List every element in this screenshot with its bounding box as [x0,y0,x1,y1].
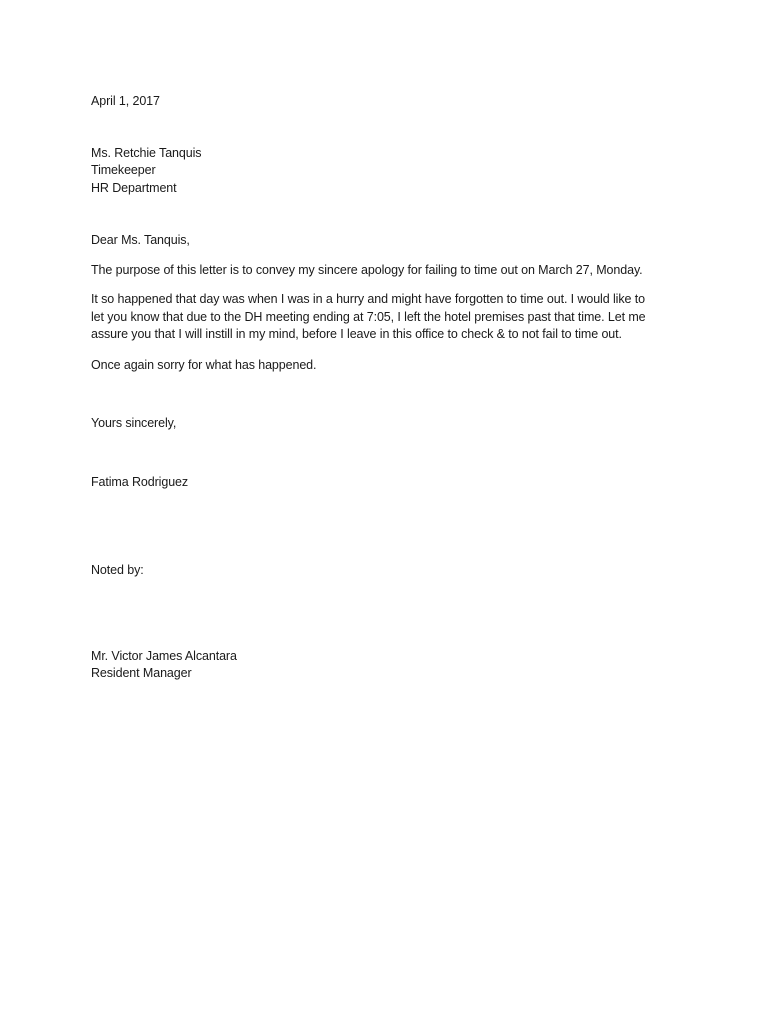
closing: Yours sincerely, [91,416,177,430]
letter-date: April 1, 2017 [91,94,160,108]
salutation: Dear Ms. Tanquis, [91,233,190,247]
body-paragraph-2-line: It so happened that day was when I was in a hurry and might have forgotten to time out. I would like to [91,292,645,306]
noter-title: Resident Manager [91,666,192,680]
body-paragraph-2 [91,291,701,344]
sender-name: Fatima Rodriguez [91,475,189,489]
body-paragraph-2-line: let you know that due to the DH meeting ending at 7:05, I left the hotel premises past that time. Let me [91,309,646,324]
noted-by-label: Noted by: [91,563,144,577]
recipient-name: Ms. Retchie Tanquis [91,146,202,160]
body-paragraph-2-line: assure you that I will instill in my mind, before I leave in this office to check & to not fail to time out. [91,327,622,341]
body-paragraph-3: Once again sorry for what has happened. [91,358,317,372]
noter-name: Mr. Victor James Alcantara [91,649,237,663]
recipient-department: HR Department [91,181,177,195]
recipient-title: Timekeeper [91,163,156,177]
body-paragraph-1: The purpose of this letter is to convey my sincere apology for failing to time out on March 27, Monday. [91,263,643,277]
